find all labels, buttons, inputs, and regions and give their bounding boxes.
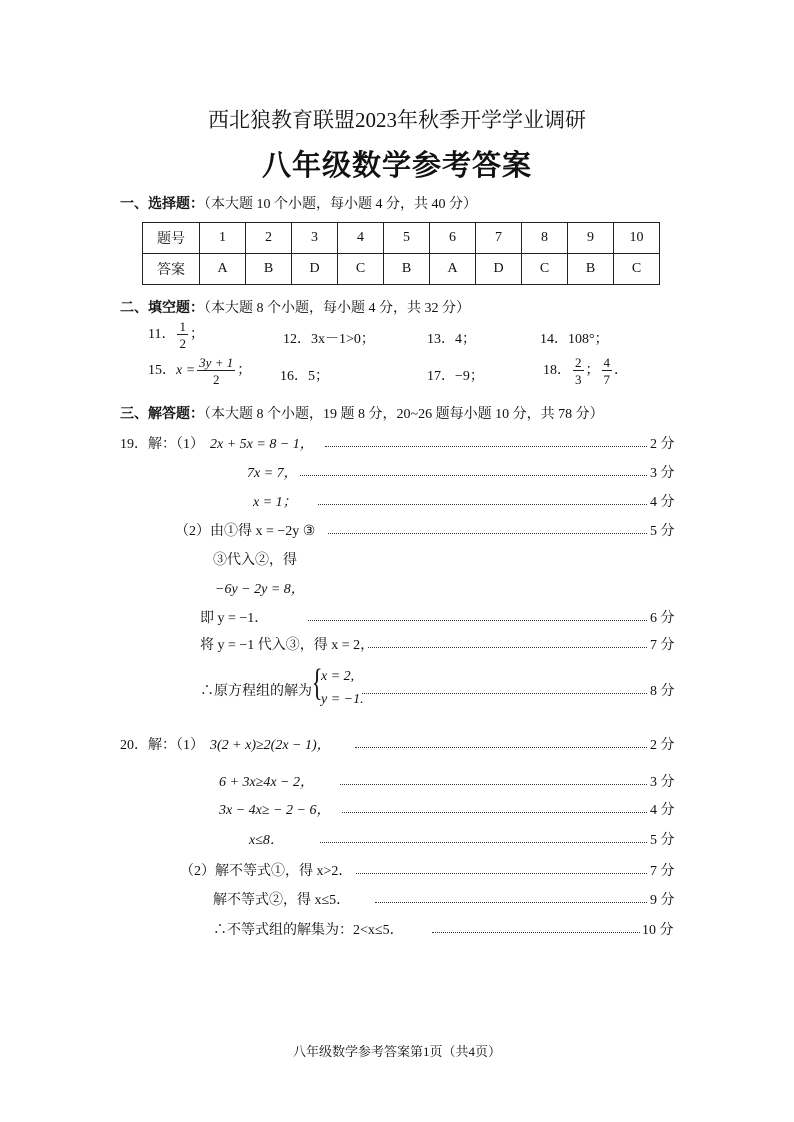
document-subtitle: 八年级数学参考答案 xyxy=(261,148,532,182)
dot-leader xyxy=(325,446,647,447)
answer-18-separator: ； xyxy=(585,363,600,379)
section-1-desc: （本大题 10 个小题，每小题 4 分，共 40 分） xyxy=(204,197,477,212)
q20-step-6: 解不等式②，得 x≤5． xyxy=(213,893,351,908)
table-cell: 8 xyxy=(522,223,568,254)
answer-12: 12．3x－1>0； xyxy=(283,332,375,347)
table-cell: 2 xyxy=(246,223,292,254)
table-cell: 3 xyxy=(292,223,338,254)
dot-leader xyxy=(362,693,647,694)
section-3-label: 三、解答题： xyxy=(120,406,204,422)
section-2-heading xyxy=(120,297,470,317)
q20-step-5: （2）解不等式①，得 x>2． xyxy=(180,864,353,879)
q19-step-1: 2x + 5x = 8 − 1， xyxy=(210,437,314,452)
dot-leader xyxy=(355,747,647,748)
q19-score-2: 3 分 xyxy=(650,466,675,481)
fraction: $\frac{3y + 1}{2}$ xyxy=(199,355,234,387)
table-cell: B xyxy=(246,254,292,285)
table-row-answers xyxy=(143,254,660,285)
q20-score-6: 9 分 xyxy=(650,893,675,908)
section-3-heading xyxy=(120,403,604,423)
q19-step-6: −6y − 2y = 8， xyxy=(215,582,305,597)
table-cell: 4 xyxy=(338,223,384,254)
section-2-desc: （本大题 8 个小题，每小题 4 分，共 32 分） xyxy=(204,301,470,316)
q20-score-1: 2 分 xyxy=(650,738,675,753)
dot-leader xyxy=(340,784,647,785)
table-header-cell: 题号 xyxy=(143,223,200,254)
q19-score-7: 6 分 xyxy=(650,611,675,626)
answer-11-tail: ； xyxy=(189,327,204,343)
q19-score-4: 5 分 xyxy=(650,524,675,539)
answer-18 xyxy=(543,356,628,386)
q20-score-5: 7 分 xyxy=(650,864,675,879)
table-cell: 5 xyxy=(384,223,430,254)
q19-solution-y: y = −1. xyxy=(321,692,364,707)
answer-17: 17．−9； xyxy=(427,369,484,384)
q20-score-7: 10 分 xyxy=(642,923,674,938)
table-cell: 6 xyxy=(430,223,476,254)
answer-18-number: 18． xyxy=(543,363,571,379)
equation-system-brace: { xyxy=(311,662,323,704)
table-cell: D xyxy=(292,254,338,285)
q20-step-4: x≤8． xyxy=(249,833,284,848)
table-cell: 10 xyxy=(614,223,660,254)
table-cell: B xyxy=(384,254,430,285)
q19-score-1: 2 分 xyxy=(650,437,675,452)
answer-18-tail: ． xyxy=(614,363,628,379)
dot-leader xyxy=(318,504,647,505)
answer-15-number: 15． xyxy=(148,363,176,379)
fraction: $\frac{1}{2}$ xyxy=(179,319,186,351)
q19-step-5: ③代入②，得 xyxy=(213,553,297,568)
q19-score-3: 4 分 xyxy=(650,495,675,510)
q20-score-4: 5 分 xyxy=(650,833,675,848)
table-cell: 9 xyxy=(568,223,614,254)
answer-table xyxy=(142,222,660,285)
q19-solution-x: x = 2, xyxy=(321,669,355,684)
answer-11 xyxy=(148,320,204,350)
dot-leader xyxy=(300,475,647,476)
fraction: $\frac{2}{3}$ xyxy=(575,355,582,387)
answer-11-number: 11． xyxy=(148,327,176,343)
q20-step-7: ∴不等式组的解集为：2<x≤5． xyxy=(213,923,404,938)
q19-step-4: （2）由①得 x = −2y ③ xyxy=(175,524,316,539)
dot-leader xyxy=(320,842,647,843)
q20-score-3: 4 分 xyxy=(650,803,675,818)
q19-score-9: 8 分 xyxy=(650,684,675,699)
q19-step-9: ∴原方程组的解为 xyxy=(200,684,312,699)
dot-leader xyxy=(368,647,647,648)
section-1-heading xyxy=(120,193,477,213)
table-cell: D xyxy=(476,254,522,285)
table-cell: B xyxy=(568,254,614,285)
q19-step-3: x = 1； xyxy=(253,495,297,510)
section-1-label: 一、选择题： xyxy=(120,196,204,212)
table-cell: A xyxy=(430,254,476,285)
dot-leader xyxy=(356,873,647,874)
document-title: 西北狼教育联盟2023年秋季开学学业调研 xyxy=(208,108,586,132)
q19-step-8: 将 y = −1 代入③，得 x = 2， xyxy=(200,638,375,653)
page-footer: 八年级数学参考答案第1页（共4页） xyxy=(292,1044,501,1059)
dot-leader xyxy=(308,620,647,621)
answer-14: 14．108°； xyxy=(540,332,609,347)
table-cell: 1 xyxy=(200,223,246,254)
table-cell: A xyxy=(200,254,246,285)
table-cell: C xyxy=(338,254,384,285)
table-cell: C xyxy=(614,254,660,285)
q19-score-8: 7 分 xyxy=(650,638,675,653)
fraction: $\frac{4}{7}$ xyxy=(603,355,610,387)
answer-13: 13．4； xyxy=(427,332,476,347)
section-3-desc: （本大题 8 个小题，19 题 8 分，20~26 题每小题 10 分，共 78 分） xyxy=(204,407,604,422)
q20-step-3: 3x − 4x≥ − 2 − 6， xyxy=(219,803,331,818)
dot-leader xyxy=(375,902,647,903)
answer-16: 16．5； xyxy=(280,369,329,384)
table-header-cell: 答案 xyxy=(143,254,200,285)
q19-head: 19．解：（1） xyxy=(120,437,204,452)
q19-step-2: 7x = 7， xyxy=(247,466,298,481)
section-2-label: 二、填空题： xyxy=(120,300,204,316)
q20-step-2: 6 + 3x≥4x − 2， xyxy=(219,775,315,790)
table-cell: 7 xyxy=(476,223,522,254)
q20-step-1: 3(2 + x)≥2(2x − 1)， xyxy=(210,738,331,753)
answer-15-tail: ； xyxy=(237,363,252,379)
dot-leader xyxy=(342,812,647,813)
dot-leader xyxy=(432,932,640,933)
answer-15-lhs: x = xyxy=(176,363,196,379)
q19-step-7: 即 y = −1． xyxy=(200,611,269,626)
table-cell: C xyxy=(522,254,568,285)
answer-15 xyxy=(148,356,251,386)
q20-head: 20．解：（1） xyxy=(120,738,204,753)
dot-leader xyxy=(328,533,647,534)
table-row-numbers xyxy=(143,223,660,254)
q20-score-2: 3 分 xyxy=(650,775,675,790)
